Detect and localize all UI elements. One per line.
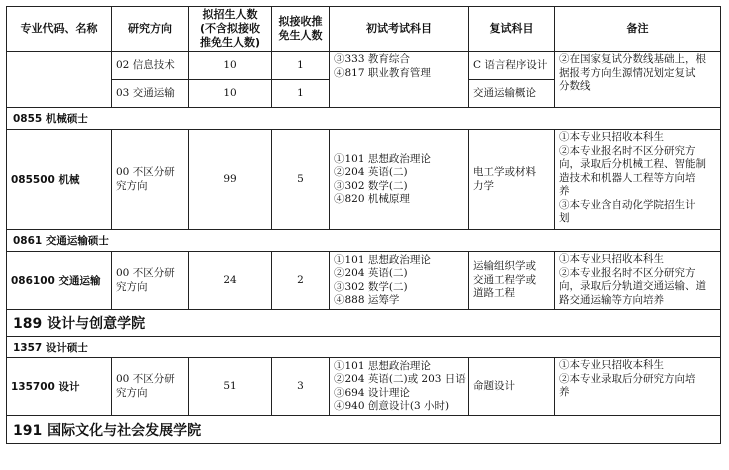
exam-subject: ③302 数学(二) [334, 179, 408, 192]
exam-subject: ④940 创意设计(3 小时) [334, 400, 450, 412]
header-plan: 拟招生人数 (不含拟接收 推免生人数) [189, 7, 272, 52]
exam-subject: ①101 思想政治理论 [334, 359, 431, 372]
exam-subject: ④820 机械原理 [334, 193, 410, 205]
direction-cell: 00 不区分研 究方向 [112, 130, 189, 230]
plan-cell: 24 [189, 252, 272, 310]
admissions-table [6, 6, 721, 444]
exam-subject: ①101 思想政治理论 [334, 253, 431, 266]
exam-subject: ②204 英语(二)或 203 日语 [334, 373, 466, 385]
header-exempt: 拟接收推 免生人数 [272, 7, 330, 52]
exempt-cell: 3 [272, 358, 330, 416]
college-row [7, 416, 721, 444]
header-row [7, 7, 721, 52]
section-title: 0861 交通运输硕士 [7, 230, 721, 252]
table-row [7, 252, 721, 310]
retest-cell: 电工学或材料 力学 [469, 130, 555, 230]
retest-cell: 交通运输概论 [469, 80, 555, 108]
exam-subject: ④817 职业教育管理 [334, 66, 431, 79]
retest-cell: 命题设计 [469, 358, 555, 416]
plan-cell: 99 [189, 130, 272, 230]
exam-cell [330, 252, 469, 310]
exam-cell [330, 358, 469, 416]
code-cell: 086100 交通运输 [7, 252, 112, 310]
exam-subject: ④888 运筹学 [334, 294, 400, 306]
plan-cell: 51 [189, 358, 272, 416]
table-row [7, 358, 721, 416]
plan-cell: 10 [189, 80, 272, 108]
table-row [7, 52, 721, 80]
remark-cell: ①本专业只招收本科生 ②本专业录取后分研究方向培 养 [555, 358, 721, 416]
exam-subject: ③333 教育综合 [334, 53, 410, 65]
retest-cell: C 语言程序设计 [469, 52, 555, 80]
header-exam: 初试考试科目 [330, 7, 469, 52]
header-code: 专业代码、名称 [7, 7, 112, 52]
section-row [7, 108, 721, 130]
remark-cell: ①本专业只招收本科生 ②本专业报名时不区分研究方 向，录取后分轨道交通运输、道 路交通运输等方向培养 [555, 252, 721, 310]
section-title: 1357 设计硕士 [7, 337, 721, 358]
exam-subject: ③302 数学(二) [334, 280, 408, 293]
exam-subject: ③694 设计理论 [334, 386, 410, 399]
exam-cell [330, 52, 469, 108]
direction-cell: 00 不区分研 究方向 [112, 358, 189, 416]
retest-cell: 运输组织学或 交通工程学或 道路工程 [469, 252, 555, 310]
plan-cell: 10 [189, 52, 272, 80]
remark-cell: ②在国家复试分数线基础上，根 据报考方向生源情况划定复试 分数线 [555, 52, 721, 108]
code-cell-empty [7, 52, 112, 108]
remark-cell: ①本专业只招收本科生 ②本专业报名时不区分研究方 向，录取后分机械工程、智能制 造技术和机器人工程等方向培 养 ③本专业含自动化学院招生计 划 [555, 130, 721, 230]
exam-subject: ①101 思想政治理论 [334, 152, 431, 165]
exam-cell [330, 130, 469, 230]
college-title: 189 设计与创意学院 [7, 310, 721, 337]
code-cell: 085500 机械 [7, 130, 112, 230]
exam-subject: ②204 英语(二) [334, 267, 408, 279]
exempt-cell: 1 [272, 80, 330, 108]
section-title: 0855 机械硕士 [7, 108, 721, 130]
header-direction: 研究方向 [112, 7, 189, 52]
direction-cell: 02 信息技术 [112, 52, 189, 80]
exam-subject: ②204 英语(二) [334, 166, 408, 178]
section-row [7, 337, 721, 358]
exempt-cell: 2 [272, 252, 330, 310]
header-remark: 备注 [555, 7, 721, 52]
header-retest: 复试科目 [469, 7, 555, 52]
college-title: 191 国际文化与社会发展学院 [7, 416, 721, 444]
exempt-cell: 5 [272, 130, 330, 230]
college-row [7, 310, 721, 337]
direction-cell: 00 不区分研 究方向 [112, 252, 189, 310]
code-cell: 135700 设计 [7, 358, 112, 416]
table-row [7, 130, 721, 230]
section-row [7, 230, 721, 252]
exempt-cell: 1 [272, 52, 330, 80]
direction-cell: 03 交通运输 [112, 80, 189, 108]
